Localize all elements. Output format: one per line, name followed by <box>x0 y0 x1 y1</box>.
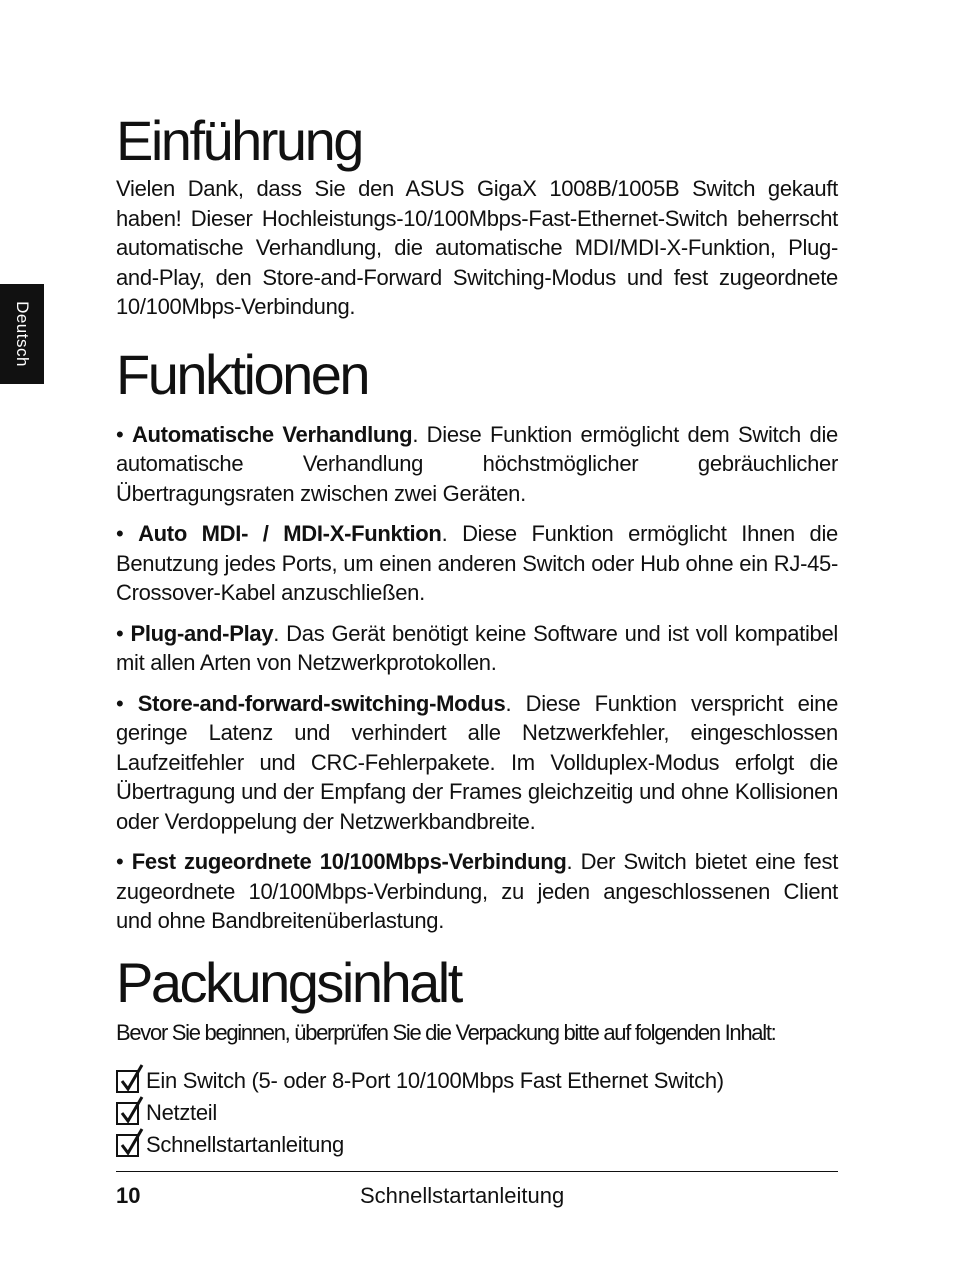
feature-text: . Das Gerät benötigt keine Software und ist voll kompatibel mit allen Arten von Netzwerkprotokollen. <box>116 620 838 675</box>
feature-item: • Store-and-forward-switching-Modus. Diese Funktion verspricht eine geringe Latenz und verhindert alle Netzwerkfehler, eingeschlossen Laufzeitfehler und CRC-Fehlerpakete. Im Vollduplex-Modus erfolgt die Übertragung und der Empfang der Frames gleichzeitig und ohne Kollisionen oder Verdoppelung der Netzwerkbandbreite. <box>116 690 838 834</box>
checkmark-icon <box>116 1134 139 1157</box>
feature-item: • Plug-and-Play. Das Gerät benötigt keine Software und ist voll kompatibel mit allen Arten von Netzwerkprotokollen. <box>116 620 838 675</box>
footer-title: Schnellstartanleitung <box>360 1183 565 1208</box>
feature-item: • Automatische Verhandlung. Diese Funktion ermöglicht dem Switch die automatische Verhandlung höchstmöglicher gebräuchlicher Übertragungsraten zwischen zwei Geräten. <box>116 421 838 506</box>
checkmark-icon <box>116 1070 139 1093</box>
features-heading: Funktionen <box>116 342 369 406</box>
language-label: Deutsch <box>13 301 32 367</box>
feature-text: . Diese Funktion ermöglicht Ihnen die Benutzung jedes Ports, um einen anderen Switch oder Hub ohne ein RJ-45-Crossover-Kabel anzuschließen. <box>116 521 838 605</box>
checklist-item <box>116 1065 838 1097</box>
feature-item: • Auto MDI- / MDI-X-Funktion. Diese Funktion ermöglicht Ihnen die Benutzung jedes Ports, um einen anderen Switch oder Hub ohne ein RJ-45-Crossover-Kabel anzuschließen. <box>116 521 838 605</box>
intro-heading: Einführung <box>116 109 362 172</box>
feature-title: Automatische Verhandlung <box>131 421 413 447</box>
checklist-item <box>116 1129 838 1161</box>
intro-text: Vielen Dank, dass Sie den ASUS GigaX 1008B/1005B Switch gekauft haben! Dieser Hochleistungs-10/100Mbps-Fast-Ethernet-Switch beherrscht automatische Verhandlung, die automatische MDI/MDI-X-Funktion, Plug-and-Play, den Store-and-Forward Switching-Modus und fest zugeordnete 10/100Mbps-Verbindung. <box>116 176 838 319</box>
feature-title: Fest zugeordnete 10/100Mbps-Verbindung <box>131 849 567 874</box>
feature-text: . Diese Funktion ermöglicht dem Switch die automatische Verhandlung höchstmöglicher gebräuchlicher Übertragungsraten zwischen zwei Geräten. <box>116 421 838 506</box>
checklist-item-label: Netzteil <box>146 1100 217 1125</box>
feature-item: • Fest zugeordnete 10/100Mbps-Verbindung. Der Switch bietet eine fest zugeordnete 10/100Mbps-Verbindung, zu jeden angeschlossenen Client und ohne Bandbreitenüberlastung. <box>116 849 839 933</box>
footer-divider <box>116 1171 838 1172</box>
package-checklist <box>116 1065 838 1161</box>
feature-title: Store-and-forward-switching-Modus <box>137 690 506 716</box>
checklist-item-label: Ein Switch (5- oder 8-Port 10/100Mbps Fast Ethernet Switch) <box>146 1068 724 1093</box>
feature-text: . Diese Funktion verspricht eine geringe Latenz und verhindert alle Netzwerkfehler, eingeschlossen Laufzeitfehler und CRC-Fehlerpakete. Im Vollduplex-Modus erfolgt die Übertragung und der Empfang der Frames gleichzeitig und ohne Kollisionen oder Verdoppelung der Netzwerkbandbreite. <box>116 690 838 834</box>
checkmark-icon <box>116 1102 139 1125</box>
language-tab <box>0 284 44 384</box>
feature-text: . Der Switch bietet eine fest zugeordnete 10/100Mbps-Verbindung, zu jeden angeschlossenen Client und ohne Bandbreitenüberlastung. <box>116 849 839 933</box>
checklist-item <box>116 1097 838 1129</box>
package-heading: Packungsinhalt <box>116 950 461 1014</box>
page-number: 10 <box>116 1183 141 1208</box>
checklist-item-label: Schnellstartanleitung <box>146 1132 344 1157</box>
feature-title: Plug-and-Play <box>130 620 274 646</box>
package-intro: Bevor Sie beginnen, überprüfen Sie die Verpackung bitte auf folgenden Inhalt: <box>116 1019 776 1045</box>
page-content <box>116 110 838 1161</box>
feature-title: Auto MDI- / MDI-X-Funktion <box>138 521 442 546</box>
